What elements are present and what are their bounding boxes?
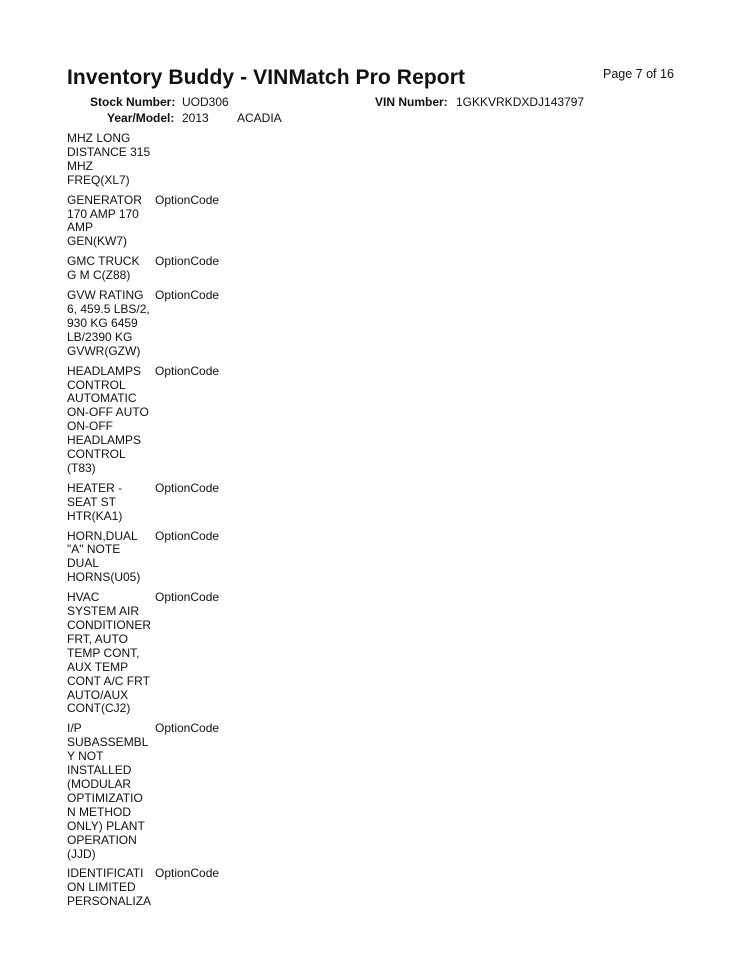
- option-description: I/P SUBASSEMBL Y NOT INSTALLED (MODULAR OPTIMIZATIO N METHOD ONLY) PLANT OPERATION (JJD): [67, 721, 149, 861]
- report-title: Inventory Buddy - VINMatch Pro Report: [67, 66, 466, 89]
- option-description: HEADLAMPS CONTROL AUTOMATIC ON-OFF AUTO ON-OFF HEADLAMPS CONTROL (T83): [67, 363, 149, 475]
- stock-number-value: UOD306: [182, 95, 229, 109]
- option-row: [67, 194, 219, 250]
- option-type: OptionCode: [155, 590, 220, 605]
- vin-number-label: VIN Number:: [375, 95, 448, 109]
- options-list: [67, 132, 219, 915]
- option-type: OptionCode: [155, 254, 220, 269]
- option-type: OptionCode: [155, 528, 220, 543]
- option-description: HEATER - SEAT ST HTR(KA1): [67, 480, 123, 523]
- option-description: IDENTIFICATI ON LIMITED PERSONALIZA: [67, 866, 152, 909]
- option-type: OptionCode: [155, 363, 220, 378]
- option-row: [67, 530, 219, 586]
- option-row: [67, 255, 219, 283]
- stock-number-label: Stock Number:: [90, 95, 176, 109]
- option-type: OptionCode: [155, 288, 220, 303]
- option-description: HORN,DUAL "A" NOTE DUAL HORNS(U05): [67, 528, 141, 585]
- vin-number-value: 1GKKVRKDXDJ143797: [456, 95, 585, 109]
- option-description: MHZ LONG DISTANCE 315 MHZ FREQ(XL7): [67, 131, 151, 187]
- option-type: OptionCode: [155, 480, 220, 495]
- option-row: [67, 365, 219, 476]
- option-row: [67, 867, 219, 909]
- year-value: 2013: [182, 111, 209, 125]
- option-row: [67, 132, 219, 188]
- option-row: [67, 289, 219, 359]
- page-number: Page 7 of 16: [603, 67, 674, 81]
- option-description: GVW RATING 6, 459.5 LBS/2, 930 KG 6459 LB/2390 KG GVWR(GZW): [67, 288, 150, 358]
- option-row: [67, 722, 219, 861]
- option-type: OptionCode: [155, 721, 220, 736]
- year-model-label: Year/Model:: [107, 111, 175, 125]
- option-description: GENERATOR 170 AMP 170 AMP GEN(KW7): [67, 192, 142, 249]
- option-description: GMC TRUCK G M C(Z88): [67, 254, 140, 283]
- option-row: [67, 482, 219, 524]
- option-type: OptionCode: [155, 192, 220, 207]
- option-description: HVAC SYSTEM AIR CONDITIONER FRT, AUTO TEMP CONT, AUX TEMP CONT A/C FRT AUTO/AUX CONT(CJ2): [67, 590, 151, 716]
- option-type: OptionCode: [155, 866, 220, 881]
- option-row: [67, 591, 219, 716]
- model-value: ACADIA: [237, 111, 282, 125]
